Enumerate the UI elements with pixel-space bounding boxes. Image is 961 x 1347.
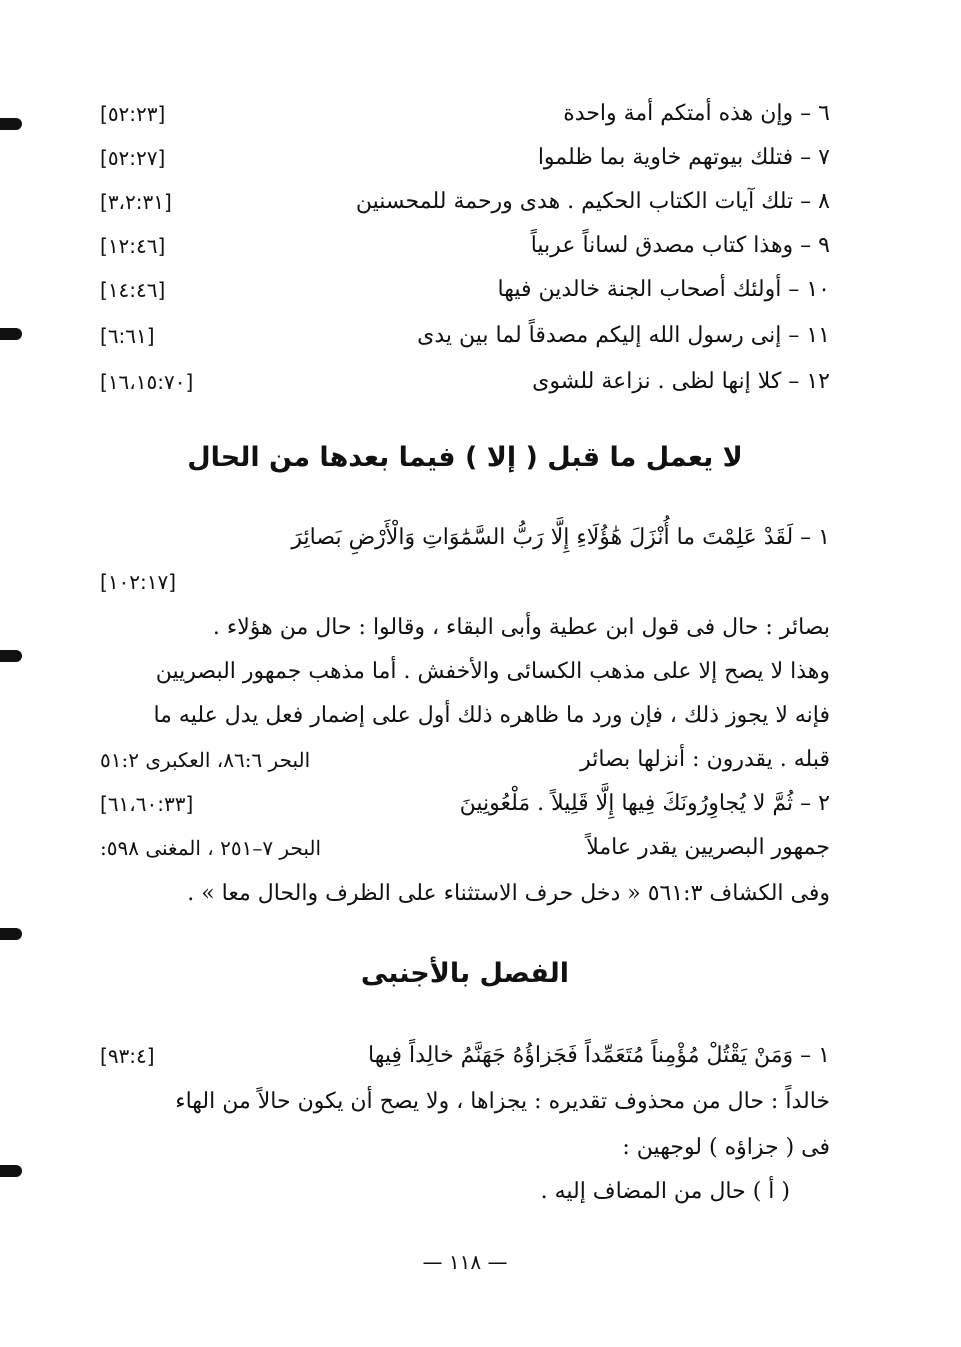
scan-mark — [0, 928, 22, 940]
list-item-text: ٧ – فتلك بيوتهم خاوية بما ظلموا — [537, 145, 830, 170]
citation-source: البحر ٨٦:٦، العكبرى ٥١:٢ — [100, 748, 311, 772]
verse-reference: [٥٢:٢٧] — [100, 146, 166, 170]
verse-text: ٢ – ثُمَّ لا يُجاوِرُونَكَ فِيها إِلَّا قَلِيلاً . مَلْعُونِينَ — [459, 791, 830, 816]
page-number: — ١١٨ — — [422, 1250, 508, 1274]
list-item — [100, 92, 830, 136]
paragraph-line: خالداً : حال من محذوف تقديره : يجزاها ، ولا يصح أن يكون حالاً من الهاء — [175, 1089, 830, 1114]
list-item-text: ١١ – إنى رسول الله إليكم مصدقاً لما بين يدى — [417, 323, 830, 348]
list-item — [100, 224, 830, 268]
list-item — [100, 314, 830, 358]
verse-reference: [٦:٦١] — [100, 324, 155, 348]
list-item-text: ٨ – تلك آيات الكتاب الحكيم . هدى ورحمة للمحسنين — [355, 189, 830, 214]
verse-text: ١ – لَقَدْ عَلِمْتَ ما أُنْزَلَ هَٰؤُلَاءِ إِلَّا رَبُّ السَّمَٰوَاتِ وَالْأَرْضِ بَصائِرَ — [291, 525, 830, 550]
list-item — [100, 268, 830, 312]
list-item-text: ٩ – وهذا كتاب مصدق لساناً عربياً — [530, 233, 830, 258]
paragraph-line: فإنه لا يجوز ذلك ، فإن ورد ما ظاهره ذلك أول على إضمار فعل يدل عليه ما — [153, 703, 830, 728]
scan-mark — [0, 650, 22, 662]
list-item — [100, 180, 830, 224]
list-item-text: ٦ – وإن هذه أمتكم أمة واحدة — [563, 101, 830, 126]
verse-reference: [٥٢:٢٣] — [100, 102, 166, 126]
verse-line — [100, 1034, 830, 1078]
verse-reference: [١٢:٤٦] — [100, 234, 166, 258]
scan-mark — [0, 118, 22, 130]
verse-reference: [١٤:٤٦] — [100, 278, 166, 302]
verse-reference: [٦١،٦٠:٣٣] — [100, 792, 194, 816]
verse-text: ١ – وَمَنْ يَقْتُلْ مُؤْمِناً مُتَعَمِّداً فَجَزاؤُهُ جَهَنَّمُ خالِداً فِيها — [368, 1043, 830, 1068]
paragraph-line: بصائر : حال فى قول ابن عطية وأبى البقاء ، وقالوا : حال من هؤلاء . — [212, 615, 830, 640]
citation-source: البحر ٧–٢٥١ ، المغنى ٥٩٨: — [100, 836, 322, 860]
verse-line — [100, 516, 830, 560]
citation-line — [100, 826, 830, 870]
paragraph-line: وفى الكشاف ٥٦١:٣ « دخل حرف الاستثناء على الظرف والحال معا » . — [187, 881, 830, 906]
citation-line — [100, 738, 830, 782]
paragraph-line: وهذا لا يصح إلا على مذهب الكسائى والأخفش . أما مذهب جمهور البصريين — [155, 659, 830, 684]
list-item — [100, 360, 830, 404]
section-heading: لا يعمل ما قبل ( إلا ) فيما بعدها من الحال — [187, 442, 743, 473]
verse-reference: [٣،٢:٣١] — [100, 190, 172, 214]
verse-reference: [١٦،١٥:٧٠] — [100, 370, 194, 394]
citation-text: قبله . يقدرون : أنزلها بصائر — [580, 747, 830, 772]
citation-text: جمهور البصريين يقدر عاملاً — [586, 835, 830, 860]
list-item — [100, 136, 830, 180]
scan-mark — [0, 328, 22, 340]
verse-reference: [١٠٢:١٧] — [100, 570, 177, 594]
paragraph-line: فى ( جزاؤه ) لوجهين : — [622, 1135, 830, 1160]
verse-reference: [٩٣:٤] — [100, 1044, 155, 1068]
section-heading: الفصل بالأجنبى — [360, 958, 570, 989]
list-item-text: ١٢ – كلا إنها لظى . نزاعة للشوى — [532, 369, 830, 394]
verse-line — [100, 782, 830, 826]
paragraph-line: ( أ ) حال من المضاف إليه . — [540, 1179, 790, 1204]
scan-mark — [0, 1165, 22, 1177]
list-item-text: ١٠ – أولئك أصحاب الجنة خالدين فيها — [497, 277, 830, 302]
